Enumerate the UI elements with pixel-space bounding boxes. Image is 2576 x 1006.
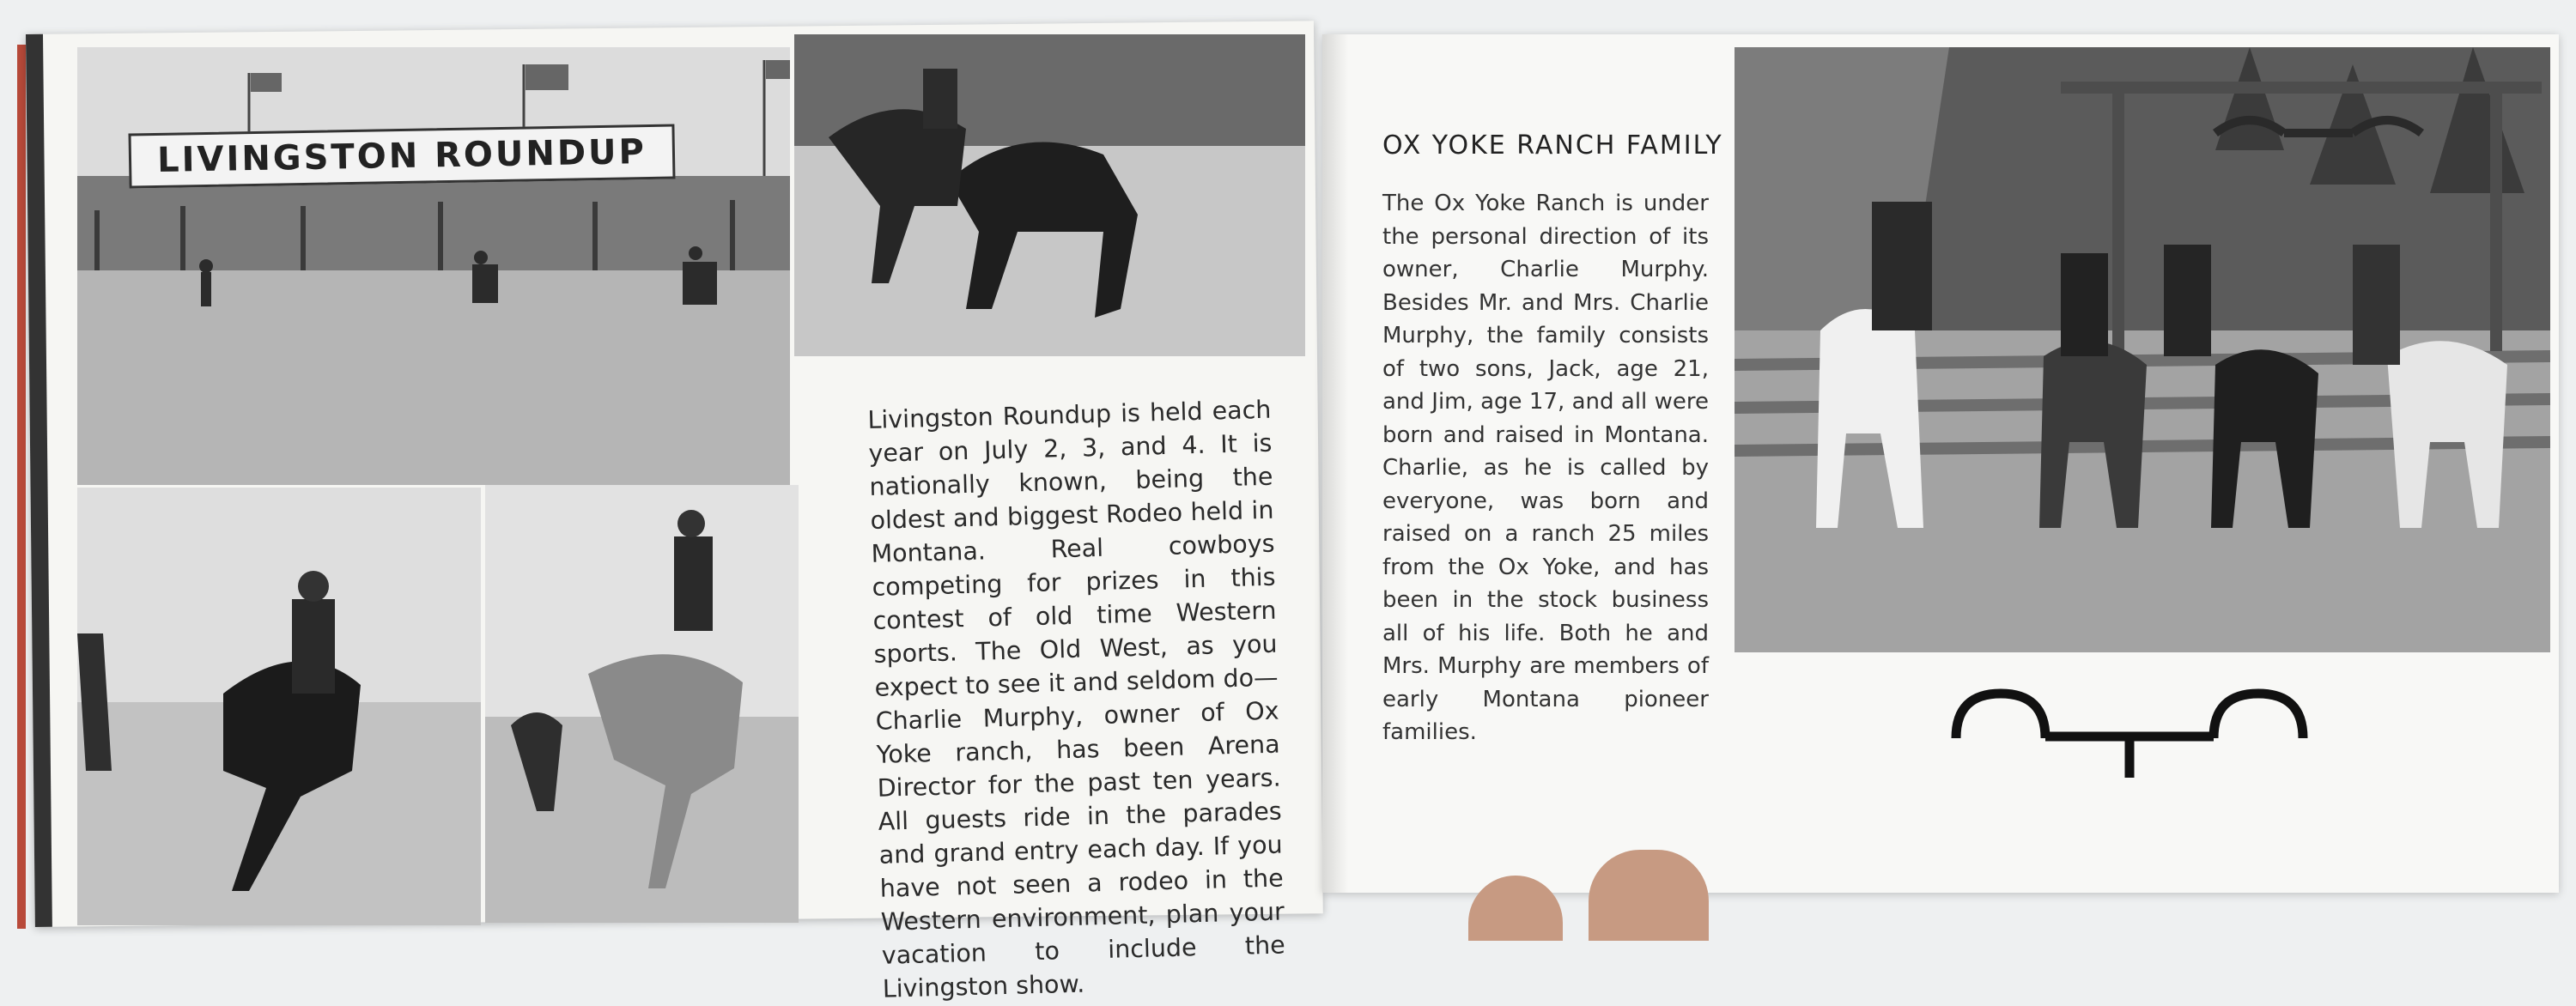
page-gutter-shadow [1322,34,1348,893]
ox-yoke-family-article: The Ox Yoke Ranch is under the personal direction of its owner, Charlie Murphy. Besides Mr. and Mrs. Charlie Murphy, the family consists of two sons, Jack, age 21, and Jim, age 17, and all were born and raised in Montana. Charlie, as he is called by everyone, was born and raised on a ranch 25 miles from the Ox Yoke, and has been in the stock business all of his life. Both he and Mrs. Murphy are members of early Montana pioneer families. [1382,191,1709,745]
page-dark-strip [26,34,52,927]
livingston-roundup-banner: LIVINGSTON ROUNDUP [128,124,675,188]
rodeo-arena-photo [77,47,790,485]
bronc-riding-photo-left [77,488,481,925]
bronc-riding-photo-top [794,34,1305,356]
family-on-horseback-photo [1735,47,2550,652]
bronc-riding-photo-right [485,485,799,923]
finger [1589,850,1709,941]
booklet-red-edge [17,45,26,929]
ox-yoke-brand-icon [1949,687,2310,781]
ox-yoke-family-heading: OX YOKE RANCH FAMILY [1382,130,1723,161]
livingston-roundup-article: Livingston Roundup is held each year on July 2, 3, and 4. It is nationally known, being the oldest and biggest Rodeo held in Montana. Real cowboys competing for prizes in this contest of old time Western sports. The Old West, as you expect to see it and seldom do—Charlie Murphy, owner of Ox Yoke ranch, has been Arena Director for the past ten years. All guests ride in the parades and grand entry each day. If you have not seen a rodeo in the Western environment, plan your vacation to include the Livingston show. [867,395,1286,1003]
